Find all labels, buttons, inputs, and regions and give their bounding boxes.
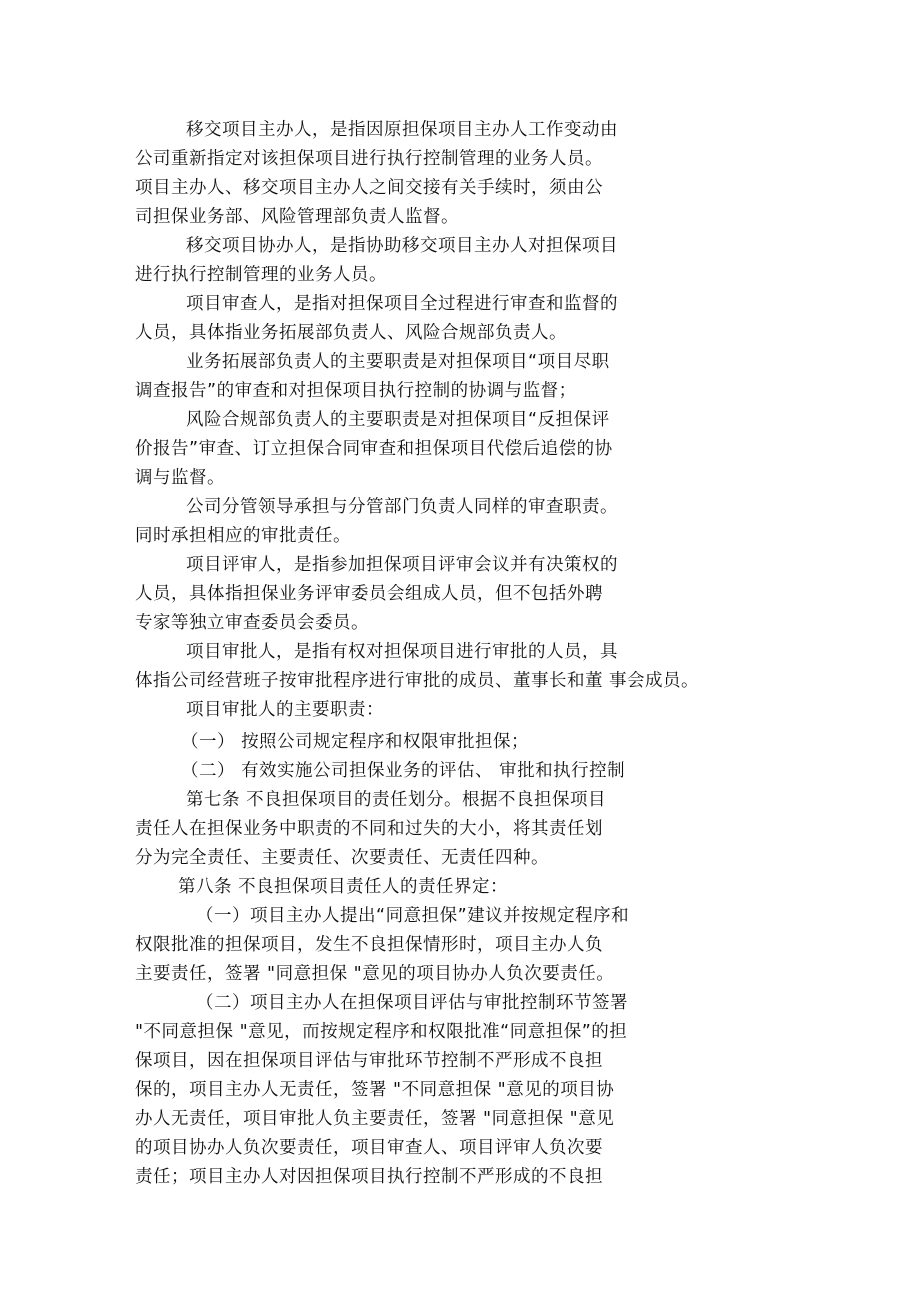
- paragraph-line: "不同意担保 "意见，而按规定程序和权限批准“同意担保”的担: [135, 1022, 628, 1042]
- paragraph-line: 的项目协办人负次要责任，项目审查人、项目评审人负次要: [135, 1138, 603, 1158]
- paragraph-line: 进行执行控制管理的业务人员。: [135, 265, 387, 285]
- paragraph-line: 价报告”审查、订立担保合同审查和担保项目代偿后追偿的协: [135, 439, 613, 459]
- article-line: 第七条 不良担保项目的责任划分。根据不良担保项目: [186, 790, 607, 810]
- paragraph-line: 人员，具体指担保业务评审委员会组成人员，但不包括外聘: [135, 584, 603, 604]
- paragraph-line: 分为完全责任、主要责任、次要责任、无责任四种。: [135, 848, 549, 868]
- article-line: 第八条 不良担保项目责任人的责任界定：: [178, 877, 509, 897]
- list-item-line: （二） 有效实施公司担保业务的评估、 审批和执行控制: [181, 761, 626, 781]
- list-item-line: （一）项目主办人提出“同意担保”建议并按规定程序和: [196, 906, 630, 926]
- paragraph-line: 人员，具体指业务拓展部负责人、风险合规部负责人。: [135, 323, 567, 343]
- paragraph-line: 主要责任，签署 "同意担保 "意见的项目协办人负次要责任。: [135, 964, 615, 984]
- paragraph-line: 项目评审人，是指参加担保项目评审会议并有决策权的: [186, 555, 618, 575]
- list-item-line: （二）项目主办人在担保项目评估与审批控制环节签署: [196, 993, 628, 1013]
- paragraph-line: 保项目，因在担保项目评估与审批环节控制不严形成不良担: [135, 1051, 603, 1071]
- paragraph-line: 调与监督。: [135, 468, 225, 488]
- paragraph-line: 公司分管领导承担与分管部门负责人同样的审查职责。: [186, 497, 618, 517]
- paragraph-line: 体指公司经营班子按审批程序进行审批的成员、董事长和董 事会成员。: [135, 671, 700, 691]
- paragraph-line: 调查报告”的审查和对担保项目执行控制的协调与监督；: [135, 381, 577, 401]
- paragraph-line: 专家等独立审查委员会委员。: [135, 613, 369, 633]
- paragraph-line: 项目审批人，是指有权对担保项目进行审批的人员，具: [186, 642, 618, 662]
- paragraph-line: 同时承担相应的审批责任。: [135, 526, 351, 546]
- paragraph-line: 项目主办人、移交项目主办人之间交接有关手续时，须由公: [135, 178, 603, 198]
- paragraph-line: 项目审批人的主要职责：: [186, 700, 384, 720]
- paragraph-line: 保的，项目主办人无责任，签署 "不同意担保 "意见的项目协: [135, 1080, 615, 1100]
- paragraph-line: 责任；项目主办人对因担保项目执行控制不严形成的不良担: [135, 1167, 603, 1187]
- list-item-line: （一） 按照公司规定程序和权限审批担保；: [181, 732, 530, 752]
- paragraph-line: 公司重新指定对该担保项目进行执行控制管理的业务人员。: [135, 149, 603, 169]
- paragraph-line: 业务拓展部负责人的主要职责是对担保项目“项目尽职: [186, 352, 610, 372]
- paragraph-line: 移交项目协办人，是指协助移交项目主办人对担保项目: [186, 236, 618, 256]
- paragraph-line: 移交项目主办人，是指因原担保项目主办人工作变动由: [186, 120, 618, 140]
- paragraph-line: 责任人在担保业务中职责的不同和过失的大小，将其责任划: [135, 819, 603, 839]
- paragraph-line: 司担保业务部、风险管理部负责人监督。: [135, 207, 459, 227]
- paragraph-line: 权限批准的担保项目，发生不良担保情形时，项目主办人负: [135, 935, 603, 955]
- paragraph-line: 风险合规部负责人的主要职责是对担保项目“反担保评: [186, 410, 610, 430]
- paragraph-line: 项目审查人，是指对担保项目全过程进行审查和监督的: [186, 294, 618, 314]
- paragraph-line: 办人无责任，项目审批人负主要责任，签署 "同意担保 "意见: [135, 1109, 615, 1129]
